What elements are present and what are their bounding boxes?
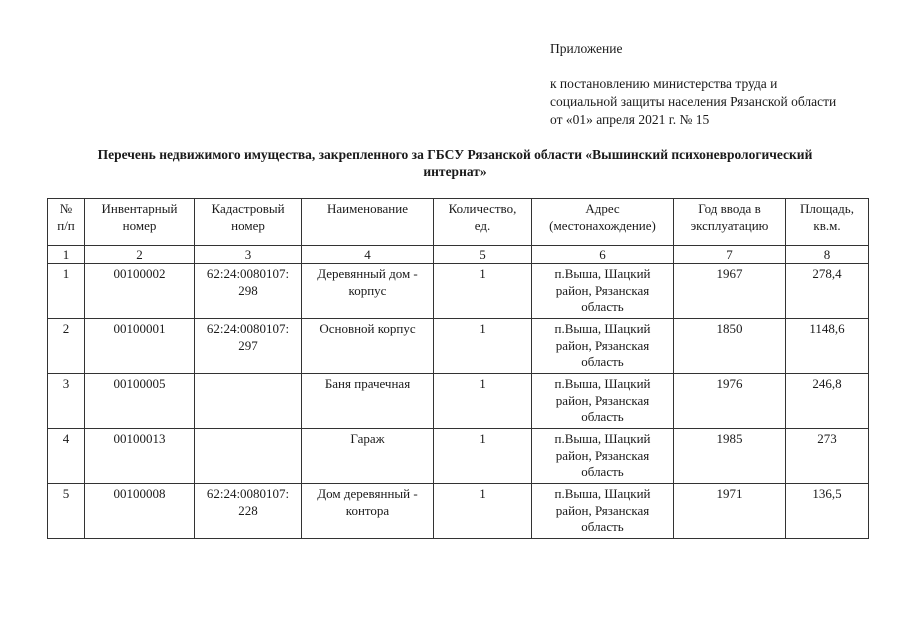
cell-inventory: 00100005 bbox=[85, 374, 195, 429]
cell-address: п.Выша, Шацкий район, Рязанская область bbox=[532, 429, 674, 484]
header-cell-cadastral: Кадастровый номер bbox=[195, 199, 302, 246]
cell-address: п.Выша, Шацкий район, Рязанская область bbox=[532, 319, 674, 374]
document-title bbox=[40, 146, 870, 180]
column-number: 3 bbox=[195, 246, 302, 264]
cell-inventory: 00100001 bbox=[85, 319, 195, 374]
cell-year: 1971 bbox=[674, 484, 786, 539]
property-table bbox=[47, 198, 869, 539]
header-cell-address: Адрес (местонахождение) bbox=[532, 199, 674, 246]
cell-quantity: 1 bbox=[434, 264, 532, 319]
table-row bbox=[48, 484, 869, 539]
column-number: 6 bbox=[532, 246, 674, 264]
cell-number: 5 bbox=[48, 484, 85, 539]
cell-address: п.Выша, Шацкий район, Рязанская область bbox=[532, 264, 674, 319]
cell-cadastral bbox=[195, 429, 302, 484]
cell-number: 1 bbox=[48, 264, 85, 319]
header-cell-area: Площадь, кв.м. bbox=[786, 199, 869, 246]
table-row bbox=[48, 264, 869, 319]
cell-area: 278,4 bbox=[786, 264, 869, 319]
cell-quantity: 1 bbox=[434, 374, 532, 429]
cell-year: 1850 bbox=[674, 319, 786, 374]
cell-address: п.Выша, Шацкий район, Рязанская область bbox=[532, 484, 674, 539]
table-row bbox=[48, 374, 869, 429]
cell-name: Основной корпус bbox=[302, 319, 434, 374]
cell-area: 136,5 bbox=[786, 484, 869, 539]
header-cell-quantity: Количество, ед. bbox=[434, 199, 532, 246]
cell-address: п.Выша, Шацкий район, Рязанская область bbox=[532, 374, 674, 429]
appendix-line-1: к постановлению министерства труда и bbox=[550, 76, 778, 91]
cell-year: 1967 bbox=[674, 264, 786, 319]
column-number: 8 bbox=[786, 246, 869, 264]
cell-quantity: 1 bbox=[434, 429, 532, 484]
header-cell-inventory: Инвентарный номер bbox=[85, 199, 195, 246]
appendix-heading: Приложение bbox=[550, 41, 623, 56]
column-number: 1 bbox=[48, 246, 85, 264]
column-number: 2 bbox=[85, 246, 195, 264]
cell-number: 2 bbox=[48, 319, 85, 374]
column-number: 4 bbox=[302, 246, 434, 264]
table-row bbox=[48, 429, 869, 484]
cell-cadastral bbox=[195, 374, 302, 429]
header-cell-year: Год ввода в эксплуатацию bbox=[674, 199, 786, 246]
cell-name: Баня прачечная bbox=[302, 374, 434, 429]
appendix-line-2: социальной защиты населения Рязанской области bbox=[550, 94, 837, 109]
cell-name: Дом деревянный - контора bbox=[302, 484, 434, 539]
header-cell-name: Наименование bbox=[302, 199, 434, 246]
cell-quantity: 1 bbox=[434, 319, 532, 374]
appendix-line-3: от «01» апреля 2021 г. № 15 bbox=[550, 112, 710, 127]
cell-area: 1148,6 bbox=[786, 319, 869, 374]
document-title-line-2: интернат» bbox=[423, 164, 487, 179]
cell-area: 273 bbox=[786, 429, 869, 484]
cell-year: 1976 bbox=[674, 374, 786, 429]
cell-number: 4 bbox=[48, 429, 85, 484]
cell-name: Гараж bbox=[302, 429, 434, 484]
header-cell-number: № п/п bbox=[48, 199, 85, 246]
column-number-row bbox=[48, 246, 869, 264]
table-row bbox=[48, 319, 869, 374]
cell-inventory: 00100008 bbox=[85, 484, 195, 539]
cell-cadastral: 62:24:0080107: 297 bbox=[195, 319, 302, 374]
cell-quantity: 1 bbox=[434, 484, 532, 539]
cell-cadastral: 62:24:0080107: 228 bbox=[195, 484, 302, 539]
cell-inventory: 00100013 bbox=[85, 429, 195, 484]
cell-year: 1985 bbox=[674, 429, 786, 484]
document-title-line-1: Перечень недвижимого имущества, закрепленного за ГБСУ Рязанской области «Вышинский психоневрологический bbox=[97, 147, 813, 162]
cell-area: 246,8 bbox=[786, 374, 869, 429]
cell-name: Деревянный дом - корпус bbox=[302, 264, 434, 319]
appendix-spacer bbox=[550, 58, 836, 75]
appendix-block bbox=[550, 40, 836, 129]
table-header-row bbox=[48, 199, 869, 246]
column-number: 7 bbox=[674, 246, 786, 264]
cell-inventory: 00100002 bbox=[85, 264, 195, 319]
cell-cadastral: 62:24:0080107: 298 bbox=[195, 264, 302, 319]
cell-number: 3 bbox=[48, 374, 85, 429]
column-number: 5 bbox=[434, 246, 532, 264]
